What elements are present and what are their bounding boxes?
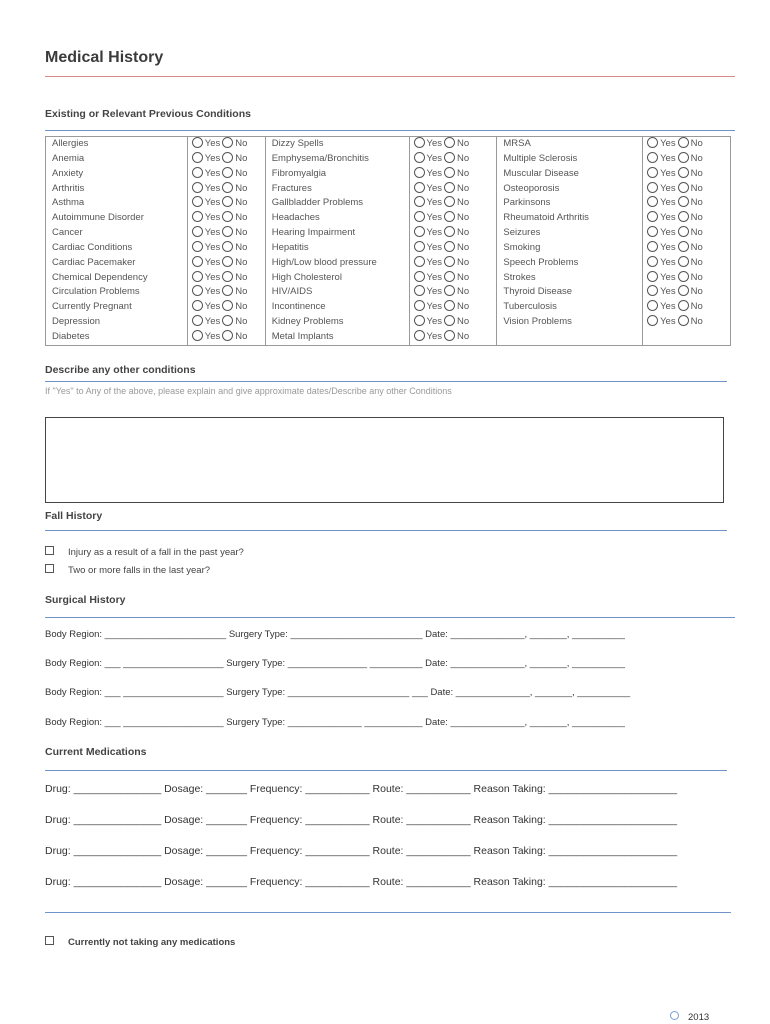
condition-yes-no bbox=[643, 226, 731, 241]
no-radio[interactable] bbox=[222, 241, 233, 252]
condition-row bbox=[46, 137, 731, 152]
condition-yes-no bbox=[643, 196, 731, 211]
yes-label: Yes bbox=[204, 197, 221, 209]
yes-label: Yes bbox=[204, 152, 221, 164]
yes-radio[interactable] bbox=[192, 211, 203, 222]
yes-radio[interactable] bbox=[647, 271, 658, 282]
condition-name: Anemia bbox=[46, 152, 188, 167]
no-label: No bbox=[235, 152, 248, 164]
surgical-history-divider bbox=[45, 617, 735, 618]
condition-yes-no bbox=[643, 300, 731, 315]
medication-row[interactable]: Drug: _______________ Dosage: _______ Frequency: ___________ Route: ___________ Reason Taking: ______________________ bbox=[45, 876, 678, 888]
condition-name: Tuberculosis bbox=[497, 300, 643, 315]
yes-label: Yes bbox=[426, 316, 443, 328]
condition-name: Headaches bbox=[265, 211, 409, 226]
no-label: No bbox=[235, 256, 248, 268]
no-label: No bbox=[457, 286, 470, 298]
title-divider bbox=[45, 76, 735, 77]
condition-name: Dizzy Spells bbox=[265, 137, 409, 152]
yes-radio[interactable] bbox=[414, 182, 425, 193]
yes-label: Yes bbox=[204, 286, 221, 298]
no-label: No bbox=[690, 227, 703, 239]
yes-radio[interactable] bbox=[192, 241, 203, 252]
condition-name: Rheumatoid Arthritis bbox=[497, 211, 643, 226]
condition-row bbox=[46, 285, 731, 300]
condition-name: Muscular Disease bbox=[497, 167, 643, 182]
yes-label: Yes bbox=[426, 271, 443, 283]
no-medications-option[interactable] bbox=[45, 936, 235, 948]
no-radio[interactable] bbox=[678, 300, 689, 311]
condition-yes-no bbox=[409, 226, 497, 241]
no-label: No bbox=[235, 330, 248, 342]
yes-label: Yes bbox=[660, 286, 676, 298]
yes-radio[interactable] bbox=[414, 256, 425, 267]
condition-name: Cancer bbox=[46, 226, 188, 241]
condition-name: Arthritis bbox=[46, 182, 188, 197]
other-conditions-textbox[interactable] bbox=[45, 417, 724, 503]
yes-radio[interactable] bbox=[414, 196, 425, 207]
condition-yes-no bbox=[409, 211, 497, 226]
condition-yes-no bbox=[643, 315, 731, 330]
no-label: No bbox=[457, 241, 470, 253]
condition-name: HIV/AIDS bbox=[265, 285, 409, 300]
yes-label: Yes bbox=[660, 182, 676, 194]
no-radio[interactable] bbox=[222, 315, 233, 326]
yes-radio[interactable] bbox=[192, 226, 203, 237]
no-radio[interactable] bbox=[222, 211, 233, 222]
yes-label: Yes bbox=[426, 256, 443, 268]
yes-label: Yes bbox=[660, 167, 676, 179]
yes-label: Yes bbox=[204, 182, 221, 194]
surgery-row[interactable]: Body Region: ___ ___________________ Surgery Type: _______________ __________ Date: ______________, _______, __________ bbox=[45, 658, 625, 669]
no-radio[interactable] bbox=[678, 182, 689, 193]
condition-yes-no bbox=[643, 241, 731, 256]
checkbox[interactable] bbox=[45, 936, 54, 945]
condition-yes-no bbox=[187, 300, 265, 315]
yes-radio[interactable] bbox=[192, 300, 203, 311]
condition-yes-no bbox=[409, 330, 497, 345]
yes-radio[interactable] bbox=[647, 137, 658, 148]
no-label: No bbox=[690, 182, 703, 194]
no-label: No bbox=[690, 197, 703, 209]
no-label: No bbox=[235, 241, 248, 253]
condition-yes-no bbox=[643, 271, 731, 286]
condition-row bbox=[46, 256, 731, 271]
no-radio[interactable] bbox=[444, 285, 455, 296]
condition-yes-no bbox=[409, 285, 497, 300]
condition-name: Parkinsons bbox=[497, 196, 643, 211]
condition-name: MRSA bbox=[497, 137, 643, 152]
condition-name: Asthma bbox=[46, 196, 188, 211]
no-medications-label: Currently not taking any medications bbox=[68, 937, 236, 948]
no-label: No bbox=[690, 212, 703, 224]
yes-radio[interactable] bbox=[414, 285, 425, 296]
yes-label: Yes bbox=[426, 301, 443, 313]
condition-name: Thyroid Disease bbox=[497, 285, 643, 300]
yes-radio[interactable] bbox=[647, 182, 658, 193]
condition-name: Diabetes bbox=[46, 330, 188, 345]
conditions-divider bbox=[45, 130, 735, 131]
condition-yes-no bbox=[409, 241, 497, 256]
other-conditions-divider bbox=[45, 381, 727, 382]
no-radio[interactable] bbox=[678, 315, 689, 326]
condition-row bbox=[46, 330, 731, 345]
yes-radio[interactable] bbox=[647, 285, 658, 296]
no-radio[interactable] bbox=[678, 256, 689, 267]
condition-yes-no bbox=[187, 152, 265, 167]
condition-yes-no bbox=[643, 330, 731, 345]
no-label: No bbox=[690, 316, 703, 328]
fall-history-heading: Fall History bbox=[45, 510, 103, 522]
fall-injury-label: Injury as a result of a fall in the past year? bbox=[68, 547, 244, 558]
yes-label: Yes bbox=[204, 138, 221, 149]
yes-radio[interactable] bbox=[192, 137, 203, 148]
no-label: No bbox=[235, 182, 248, 194]
condition-name: Autoimmune Disorder bbox=[46, 211, 188, 226]
condition-yes-no bbox=[409, 182, 497, 197]
surgery-row[interactable]: Body Region: ___ ___________________ Surgery Type: ______________ ___________ Date: ______________, _______, __________ bbox=[45, 717, 625, 728]
yes-radio[interactable] bbox=[414, 315, 425, 326]
no-radio[interactable] bbox=[678, 271, 689, 282]
condition-name: Multiple Sclerosis bbox=[497, 152, 643, 167]
condition-name: Seizures bbox=[497, 226, 643, 241]
no-label: No bbox=[457, 167, 470, 179]
no-radio[interactable] bbox=[444, 315, 455, 326]
condition-name: Circulation Problems bbox=[46, 285, 188, 300]
no-label: No bbox=[235, 212, 248, 224]
no-label: No bbox=[690, 241, 703, 253]
medications-bottom-divider bbox=[45, 912, 731, 913]
no-label: No bbox=[235, 227, 248, 239]
no-radio[interactable] bbox=[222, 196, 233, 207]
current-medications-divider bbox=[45, 770, 727, 771]
yes-radio[interactable] bbox=[414, 271, 425, 282]
logo-icon bbox=[670, 1011, 679, 1020]
yes-label: Yes bbox=[660, 212, 676, 224]
yes-label: Yes bbox=[204, 271, 221, 283]
no-radio[interactable] bbox=[222, 226, 233, 237]
condition-yes-no bbox=[187, 211, 265, 226]
condition-yes-no bbox=[409, 152, 497, 167]
yes-label: Yes bbox=[204, 256, 221, 268]
condition-name bbox=[497, 330, 643, 345]
no-radio[interactable] bbox=[222, 300, 233, 311]
yes-radio[interactable] bbox=[647, 152, 658, 163]
yes-label: Yes bbox=[204, 241, 221, 253]
no-radio[interactable] bbox=[222, 271, 233, 282]
no-label: No bbox=[235, 316, 248, 328]
no-label: No bbox=[457, 256, 470, 268]
yes-label: Yes bbox=[204, 330, 221, 342]
current-medications-heading: Current Medications bbox=[45, 746, 147, 758]
condition-yes-no bbox=[409, 196, 497, 211]
condition-row bbox=[46, 196, 731, 211]
yes-radio[interactable] bbox=[192, 182, 203, 193]
condition-yes-no bbox=[409, 271, 497, 286]
yes-label: Yes bbox=[426, 241, 443, 253]
yes-radio[interactable] bbox=[647, 196, 658, 207]
yes-label: Yes bbox=[426, 167, 443, 179]
condition-name: Hearing Impairment bbox=[265, 226, 409, 241]
condition-yes-no bbox=[409, 137, 497, 152]
no-label: No bbox=[457, 316, 470, 328]
condition-yes-no bbox=[643, 137, 731, 152]
other-conditions-instructions: If "Yes" to Any of the above, please explain and give approximate dates/Describe any other Conditions bbox=[45, 386, 452, 396]
yes-label: Yes bbox=[660, 316, 676, 328]
yes-label: Yes bbox=[660, 301, 676, 313]
yes-radio[interactable] bbox=[414, 226, 425, 237]
no-label: No bbox=[457, 197, 470, 209]
no-radio[interactable] bbox=[444, 300, 455, 311]
condition-name: Kidney Problems bbox=[265, 315, 409, 330]
no-label: No bbox=[235, 286, 248, 298]
no-radio[interactable] bbox=[444, 271, 455, 282]
no-radio[interactable] bbox=[444, 256, 455, 267]
yes-radio[interactable] bbox=[414, 167, 425, 178]
yes-radio[interactable] bbox=[192, 256, 203, 267]
footer-year: 2013 bbox=[688, 1012, 710, 1023]
no-radio[interactable] bbox=[222, 285, 233, 296]
no-label: No bbox=[457, 227, 470, 239]
yes-label: Yes bbox=[426, 197, 443, 209]
yes-label: Yes bbox=[426, 152, 443, 164]
yes-radio[interactable] bbox=[192, 271, 203, 282]
yes-label: Yes bbox=[426, 330, 443, 342]
no-label: No bbox=[690, 152, 703, 164]
condition-yes-no bbox=[643, 182, 731, 197]
condition-name: Fractures bbox=[265, 182, 409, 197]
footer bbox=[670, 1011, 709, 1023]
condition-name: Chemical Dependency bbox=[46, 271, 188, 286]
condition-yes-no bbox=[409, 300, 497, 315]
no-radio[interactable] bbox=[678, 226, 689, 237]
yes-radio[interactable] bbox=[647, 167, 658, 178]
condition-yes-no bbox=[187, 241, 265, 256]
no-label: No bbox=[457, 330, 470, 342]
condition-name: Depression bbox=[46, 315, 188, 330]
condition-name: Cardiac Conditions bbox=[46, 241, 188, 256]
condition-yes-no bbox=[409, 167, 497, 182]
no-radio[interactable] bbox=[444, 182, 455, 193]
no-radio[interactable] bbox=[222, 137, 233, 148]
condition-yes-no bbox=[187, 182, 265, 197]
yes-label: Yes bbox=[426, 227, 443, 239]
yes-label: Yes bbox=[660, 241, 676, 253]
condition-name: Metal Implants bbox=[265, 330, 409, 345]
yes-radio[interactable] bbox=[414, 330, 425, 341]
yes-label: Yes bbox=[660, 256, 676, 268]
yes-label: Yes bbox=[204, 227, 221, 239]
fall-history-divider bbox=[45, 530, 727, 531]
conditions-table bbox=[45, 136, 731, 346]
no-radio[interactable] bbox=[444, 241, 455, 252]
no-radio[interactable] bbox=[678, 211, 689, 222]
condition-name: Speech Problems bbox=[497, 256, 643, 271]
yes-radio[interactable] bbox=[647, 211, 658, 222]
yes-radio[interactable] bbox=[414, 211, 425, 222]
no-label: No bbox=[235, 271, 248, 283]
yes-radio[interactable] bbox=[414, 152, 425, 163]
no-label: No bbox=[235, 167, 248, 179]
condition-yes-no bbox=[409, 315, 497, 330]
condition-name: Cardiac Pacemaker bbox=[46, 256, 188, 271]
condition-name: Fibromyalgia bbox=[265, 167, 409, 182]
condition-name: Currently Pregnant bbox=[46, 300, 188, 315]
condition-name: Incontinence bbox=[265, 300, 409, 315]
yes-radio[interactable] bbox=[192, 196, 203, 207]
yes-radio[interactable] bbox=[647, 226, 658, 237]
checkbox[interactable] bbox=[45, 546, 54, 555]
other-conditions-heading: Describe any other conditions bbox=[45, 364, 196, 376]
no-label: No bbox=[690, 138, 703, 149]
condition-yes-no bbox=[187, 256, 265, 271]
condition-row bbox=[46, 182, 731, 197]
yes-radio[interactable] bbox=[192, 330, 203, 341]
no-radio[interactable] bbox=[678, 137, 689, 148]
condition-row bbox=[46, 315, 731, 330]
no-radio[interactable] bbox=[444, 196, 455, 207]
condition-yes-no bbox=[187, 315, 265, 330]
no-radio[interactable] bbox=[678, 167, 689, 178]
condition-name: High/Low blood pressure bbox=[265, 256, 409, 271]
multiple-falls-option[interactable] bbox=[45, 564, 210, 576]
condition-name: Hepatitis bbox=[265, 241, 409, 256]
fall-injury-option[interactable] bbox=[45, 546, 244, 558]
condition-row bbox=[46, 271, 731, 286]
condition-name: Emphysema/Bronchitis bbox=[265, 152, 409, 167]
yes-radio[interactable] bbox=[414, 241, 425, 252]
no-label: No bbox=[457, 152, 470, 164]
yes-label: Yes bbox=[426, 286, 443, 298]
no-radio[interactable] bbox=[678, 285, 689, 296]
no-radio[interactable] bbox=[678, 152, 689, 163]
condition-yes-no bbox=[187, 137, 265, 152]
condition-row bbox=[46, 300, 731, 315]
condition-name: Gallbladder Problems bbox=[265, 196, 409, 211]
condition-yes-no bbox=[643, 285, 731, 300]
no-label: No bbox=[457, 301, 470, 313]
yes-radio[interactable] bbox=[647, 241, 658, 252]
no-label: No bbox=[235, 301, 248, 313]
surgery-row[interactable]: Body Region: _______________________ Surgery Type: _________________________ Date: ______________, _______, __________ bbox=[45, 629, 625, 640]
multiple-falls-label: Two or more falls in the last year? bbox=[68, 565, 211, 576]
no-label: No bbox=[235, 197, 248, 209]
no-radio[interactable] bbox=[444, 152, 455, 163]
no-label: No bbox=[457, 271, 470, 283]
yes-radio[interactable] bbox=[414, 137, 425, 148]
yes-label: Yes bbox=[426, 212, 443, 224]
surgical-history-heading: Surgical History bbox=[45, 594, 126, 606]
yes-label: Yes bbox=[660, 271, 676, 283]
medication-row[interactable]: Drug: _______________ Dosage: _______ Frequency: ___________ Route: ___________ Reason Taking: ______________________ bbox=[45, 845, 678, 857]
yes-radio[interactable] bbox=[192, 167, 203, 178]
no-label: No bbox=[690, 256, 703, 268]
yes-radio[interactable] bbox=[647, 315, 658, 326]
condition-yes-no bbox=[187, 196, 265, 211]
condition-yes-no bbox=[643, 167, 731, 182]
no-radio[interactable] bbox=[222, 330, 233, 341]
medication-row[interactable]: Drug: _______________ Dosage: _______ Frequency: ___________ Route: ___________ Reason Taking: ______________________ bbox=[45, 783, 678, 795]
condition-yes-no bbox=[643, 152, 731, 167]
condition-name: Strokes bbox=[497, 271, 643, 286]
yes-label: Yes bbox=[660, 197, 676, 209]
condition-yes-no bbox=[643, 256, 731, 271]
condition-row bbox=[46, 152, 731, 167]
checkbox[interactable] bbox=[45, 564, 54, 573]
yes-radio[interactable] bbox=[414, 300, 425, 311]
yes-radio[interactable] bbox=[192, 315, 203, 326]
yes-label: Yes bbox=[660, 152, 676, 164]
yes-label: Yes bbox=[426, 138, 443, 149]
condition-name: High Cholesterol bbox=[265, 271, 409, 286]
no-label: No bbox=[235, 138, 248, 149]
no-label: No bbox=[457, 212, 470, 224]
yes-radio[interactable] bbox=[192, 152, 203, 163]
condition-yes-no bbox=[187, 285, 265, 300]
no-label: No bbox=[690, 271, 703, 283]
condition-yes-no bbox=[409, 256, 497, 271]
surgery-row[interactable]: Body Region: ___ ___________________ Surgery Type: _______________________ ___ Date: ______________, _______, __________ bbox=[45, 687, 631, 698]
no-radio[interactable] bbox=[222, 182, 233, 193]
no-radio[interactable] bbox=[222, 256, 233, 267]
conditions-heading: Existing or Relevant Previous Conditions bbox=[45, 108, 251, 120]
condition-yes-no bbox=[643, 211, 731, 226]
no-radio[interactable] bbox=[678, 241, 689, 252]
condition-row bbox=[46, 167, 731, 182]
condition-row bbox=[46, 226, 731, 241]
condition-name: Smoking bbox=[497, 241, 643, 256]
condition-name: Vision Problems bbox=[497, 315, 643, 330]
condition-name: Anxiety bbox=[46, 167, 188, 182]
yes-label: Yes bbox=[204, 301, 221, 313]
no-radio[interactable] bbox=[444, 226, 455, 237]
yes-radio[interactable] bbox=[192, 285, 203, 296]
condition-row bbox=[46, 241, 731, 256]
no-radio[interactable] bbox=[678, 196, 689, 207]
yes-radio[interactable] bbox=[647, 300, 658, 311]
no-label: No bbox=[690, 286, 703, 298]
yes-label: Yes bbox=[426, 182, 443, 194]
no-label: No bbox=[690, 167, 703, 179]
no-radio[interactable] bbox=[444, 167, 455, 178]
yes-label: Yes bbox=[204, 167, 221, 179]
condition-yes-no bbox=[187, 167, 265, 182]
no-label: No bbox=[457, 138, 470, 149]
yes-label: Yes bbox=[660, 138, 676, 149]
yes-radio[interactable] bbox=[647, 256, 658, 267]
condition-yes-no bbox=[187, 226, 265, 241]
no-label: No bbox=[690, 301, 703, 313]
condition-row bbox=[46, 211, 731, 226]
no-radio[interactable] bbox=[444, 137, 455, 148]
condition-name: Osteoporosis bbox=[497, 182, 643, 197]
no-radio[interactable] bbox=[222, 152, 233, 163]
condition-yes-no bbox=[187, 330, 265, 345]
yes-label: Yes bbox=[660, 227, 676, 239]
no-radio[interactable] bbox=[444, 211, 455, 222]
yes-label: Yes bbox=[204, 212, 221, 224]
yes-label: Yes bbox=[204, 316, 221, 328]
page-title: Medical History bbox=[45, 49, 164, 66]
condition-yes-no bbox=[187, 271, 265, 286]
no-radio[interactable] bbox=[444, 330, 455, 341]
no-radio[interactable] bbox=[222, 167, 233, 178]
medication-row[interactable]: Drug: _______________ Dosage: _______ Frequency: ___________ Route: ___________ Reason Taking: ______________________ bbox=[45, 814, 678, 826]
condition-name: Allergies bbox=[46, 137, 188, 152]
no-label: No bbox=[457, 182, 470, 194]
